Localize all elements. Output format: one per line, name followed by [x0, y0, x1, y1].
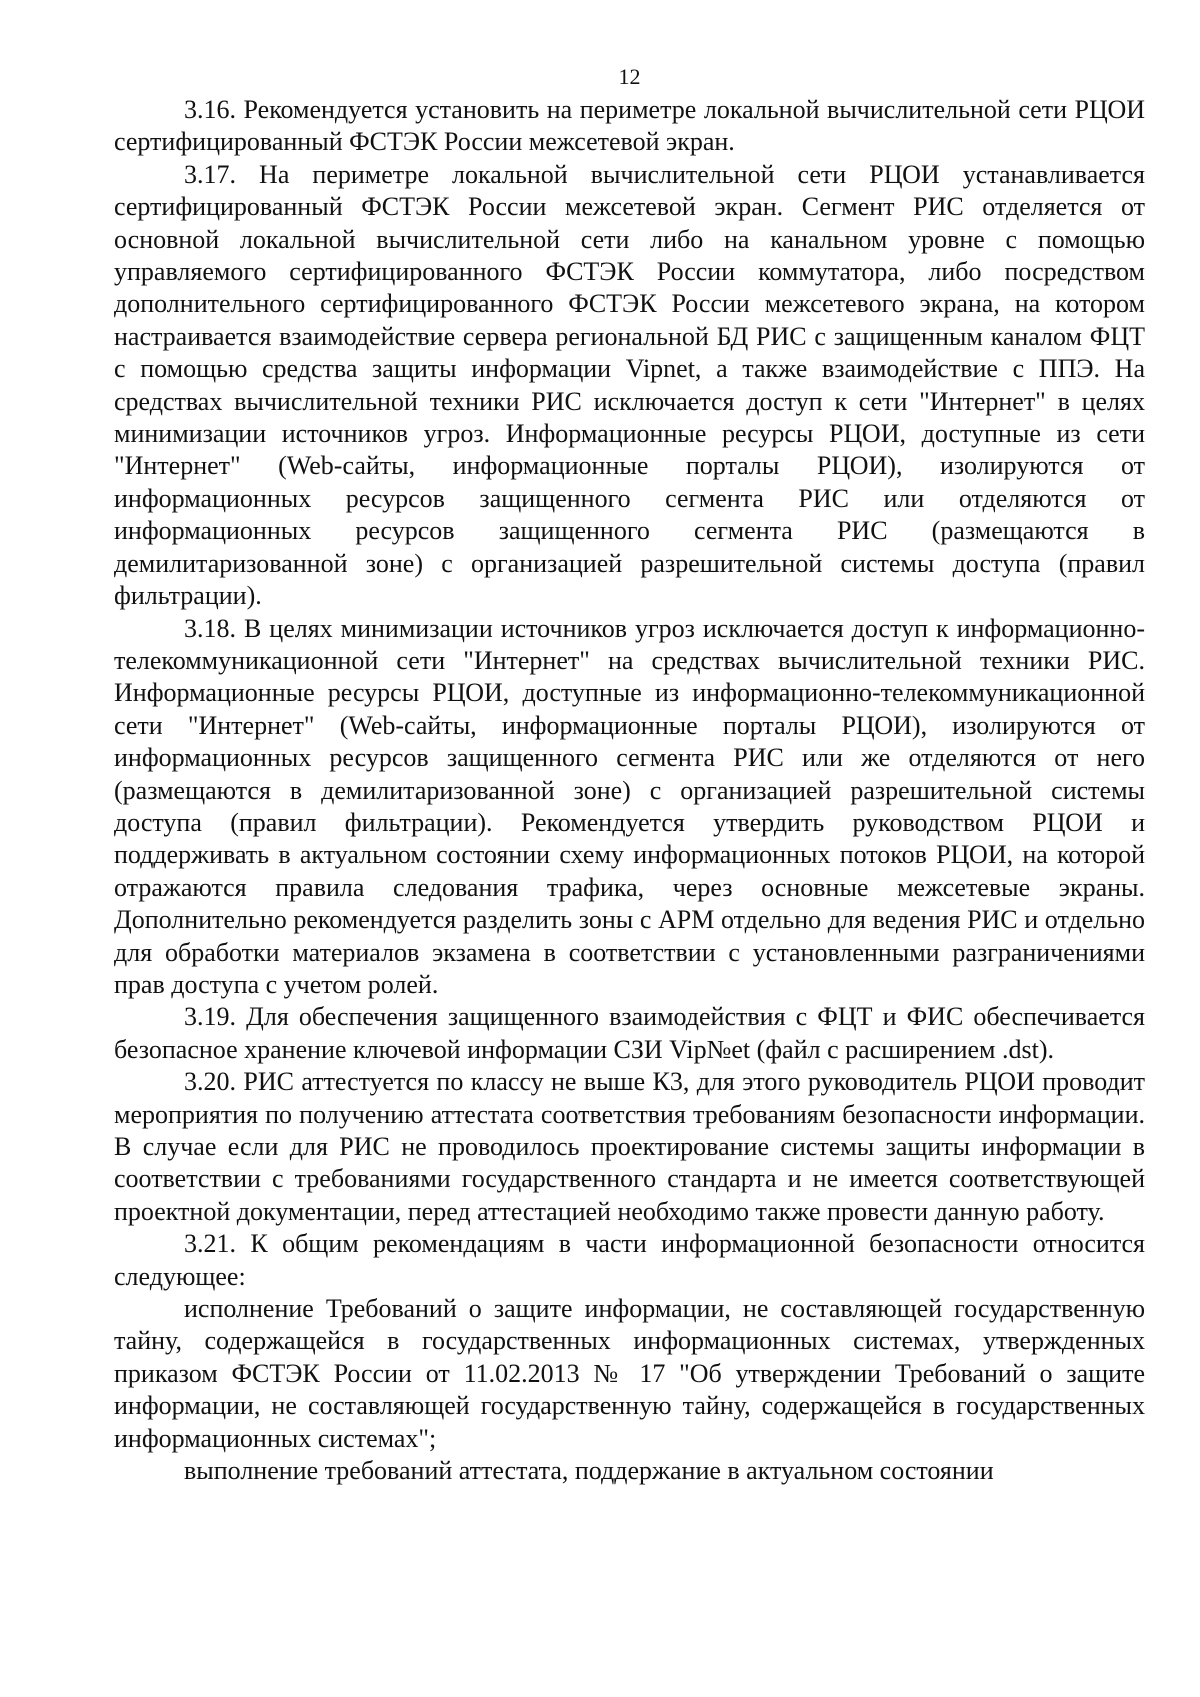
document-page	[114, 64, 1145, 1487]
paragraph-3-18: 3.18. В целях минимизации источников угроз исключается доступ к информационно-телекоммуникационной сети "Интернет" на средствах вычислительной техники РИС. Информационные ресурсы РЦОИ, доступные из информационно-телекоммуникационной сети "Интернет" (Web-сайты, информационные порталы РЦОИ), изолируются от информационных ресурсов защищенного сегмента РИС или же отделяются от него (размещаются в демилитаризованной зоне) с организацией разрешительной системы доступа (правил фильтрации). Рекомендуется утвердить руководством РЦОИ и поддерживать в актуальном состоянии схему информационных потоков РЦОИ, на которой отражаются правила следования трафика, через основные межсетевые экраны. Дополнительно рекомендуется разделить зоны с АРМ отдельно для ведения РИС и отдельно для обработки материалов экзамена в соответствии с установленными разграничениями прав доступа с учетом ролей.	[114, 613, 1145, 999]
paragraph-3-17: 3.17. На периметре локальной вычислительной сети РЦОИ устанавливается сертифицированный ФСТЭК России межсетевой экран. Сегмент РИС отделяется от основной локальной вычислительной сети либо на канальном уровне с помощью управляемого сертифицированного ФСТЭК России коммутатора, либо посредством дополнительного сертифицированного ФСТЭК России межсетевого экрана, на котором настраивается взаимодействие сервера региональной БД РИС с защищенным каналом ФЦТ с помощью средства защиты информации Vipnet, а также взаимодействие с ППЭ. На средствах вычислительной техники РИС исключается доступ к сети "Интернет" в целях минимизации источников угроз. Информационные ресурсы РЦОИ, доступные из сети "Интернет" (Web-сайты, информационные порталы РЦОИ), изолируются от информационных ресурсов защищенного сегмента РИС или отделяются от информационных ресурсов защищенного сегмента РИС (размещаются в демилитаризованной зоне) с организацией разрешительной системы доступа (правил фильтрации).	[114, 159, 1145, 611]
paragraph-3-21: 3.21. К общим рекомендациям в части информационной безопасности относится следующее:	[114, 1229, 1145, 1291]
page-number: 12	[618, 64, 641, 89]
list-item-attestation: выполнение требований аттестата, поддержание в актуальном состоянии	[184, 1456, 994, 1486]
paragraph-3-19: 3.19. Для обеспечения защищенного взаимодействия с ФЦТ и ФИС обеспечивается безопасное хранение ключевой информации СЗИ Vip№et (файл с расширением .dst).	[114, 1002, 1145, 1064]
paragraph-3-16: 3.16. Рекомендуется установить на периметре локальной вычислительной сети РЦОИ сертифицированный ФСТЭК России межсетевой экран.	[114, 95, 1145, 157]
list-item-requirements: исполнение Требований о защите информации, не составляющей государственную тайну, содержащейся в государственных информационных системах, утвержденных приказом ФСТЭК России от 11.02.2013 № 17 "Об утверждении Требований о защите информации, не составляющей государственную тайну, содержащейся в государственных информационных системах";	[114, 1294, 1145, 1453]
paragraph-3-20: 3.20. РИС аттестуется по классу не выше К3, для этого руководитель РЦОИ проводит мероприятия по получению аттестата соответствия требованиям безопасности информации. В случае если для РИС не проводилось проектирование системы защиты информации в соответствии с требованиями государственного стандарта и не имеется соответствующей проектной документации, перед аттестацией необходимо также провести данную работу.	[114, 1067, 1145, 1226]
